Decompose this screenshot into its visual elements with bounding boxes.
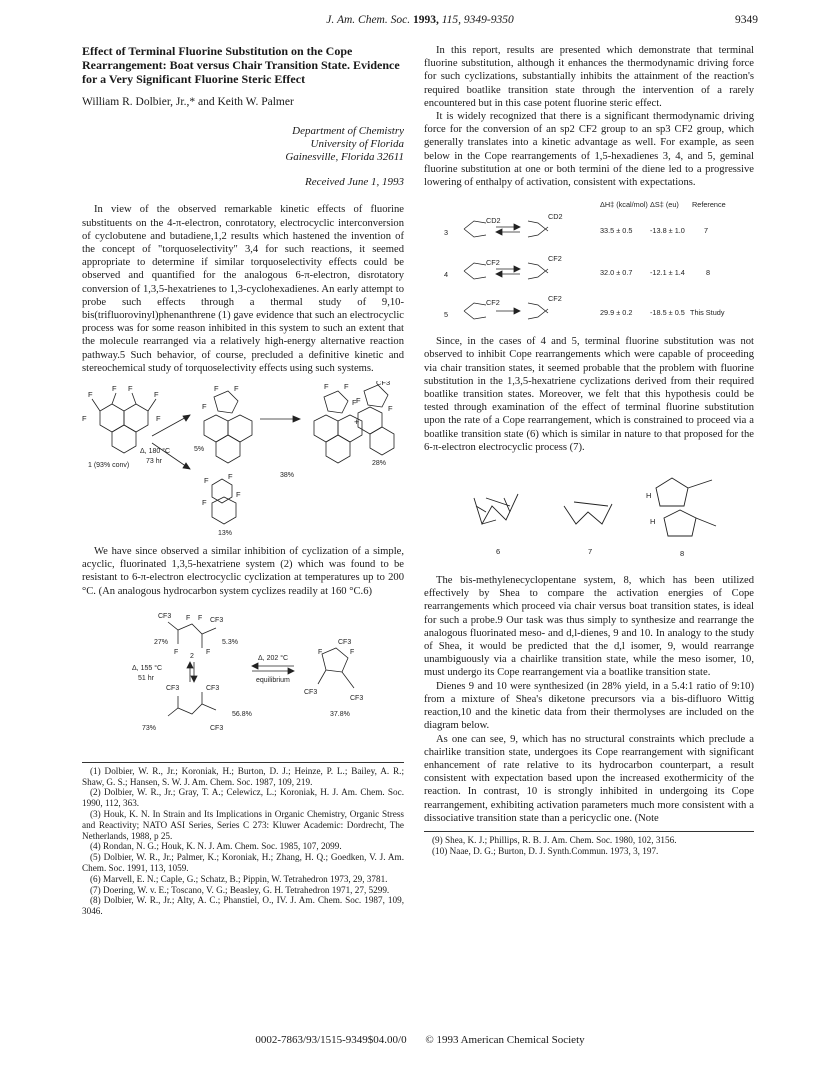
- plus-sign: +: [354, 417, 360, 428]
- fluorine-label: F: [350, 648, 355, 656]
- group-label: CF2: [548, 294, 562, 304]
- journal-volume-pages: 115, 9349-9350: [441, 14, 514, 26]
- structure-8-label: 8: [680, 549, 685, 559]
- activation-energy-table: [424, 195, 754, 327]
- received-date: Received June 1, 1993: [305, 176, 404, 189]
- fluorine-label: F: [234, 384, 239, 394]
- body-paragraph: We have since observed a similar inhibition of cyclization of a simple, acyclic, fluorinated 1,3,5-hexatriene system (2) which was found to be resistant to 6-π-electron electrocyclic cyclization at temperatures up to 200 °C. (An analogous hydrocarbon system cyclizes readily at 160 °C.6): [82, 546, 404, 597]
- equilibrium-label: equilibrium: [256, 676, 290, 684]
- reference-item: (2) Dolbier, W. R., Jr.; Gray, T. A.; Celewicz, L.; Koroniak, H. J. Am. Chem. Soc. 1990, 112, 363.: [82, 787, 404, 809]
- hydrogen-label: H: [646, 491, 652, 501]
- group-label: CF2: [486, 298, 500, 308]
- scheme-phenanthrene-drawing: [82, 381, 404, 541]
- affiliation-line: Department of Chemistry: [292, 125, 404, 138]
- fluorine-label: F: [344, 382, 349, 392]
- scheme-hexatriene-drawing: [82, 604, 404, 754]
- transition-state-drawing: [424, 458, 754, 568]
- dh-value: 29.9 ± 0.2: [600, 308, 633, 318]
- journal-name: J. Am. Chem. Soc.: [326, 14, 411, 26]
- cf3-label: CF3: [350, 694, 364, 702]
- ref-value: 8: [706, 268, 711, 278]
- compound-2-label: 2: [190, 652, 194, 660]
- cf3-label: CF3: [210, 724, 224, 732]
- body-paragraph: It is widely recognized that there is a significant thermodynamic driving force for the conversion of an sp2 CF2 group to an sp3 CF2 group, which generally translates into a kinetic advantage as well. For example, as seen below in the Cope rearrangements of 1,5-hexadienes 3, 4, and 5, geminal fluorine substitution at one or both termini of the diene led to a progressive lowering of enthalpy of activation, consistent with expectations.: [424, 111, 754, 189]
- ds-value: -18.5 ± 0.5: [650, 308, 685, 318]
- ref-value: This Study: [690, 308, 725, 318]
- cf3-label: CF3: [166, 684, 180, 692]
- reference-item: (3) Houk, K. N. In Strain and Its Implications in Organic Chemistry, Organic Stress and Reactivity; NATO ASI Series, Series C 273: Kluwer Academic: Dordrecht, The Netherlands, 1988, p 25.: [82, 809, 404, 841]
- yield-a: 5%: [194, 446, 205, 454]
- fluorine-label: F: [154, 390, 159, 400]
- reaction-time: 73 hr: [146, 458, 162, 466]
- fluorine-label: F: [352, 398, 357, 408]
- group-label: CD2: [548, 212, 563, 222]
- cf3-label: CF3: [158, 612, 172, 620]
- running-header: [82, 14, 758, 30]
- reference-item: (7) Doering, W. v. E.; Toscano, V. G.; Beasley, G. H. Tetrahedron 1971, 27, 5299.: [90, 884, 390, 895]
- body-paragraph: Dienes 9 and 10 were synthesized (in 28% yield, in a 5.4:1 ratio of 9:10) from a mixture of Shea's diketone precursors via a bis-difluoro Wittig reaction,10 and the kinetic data from their thermolyses are included on the diagram below.: [424, 680, 754, 732]
- column-head-ds: ΔS‡ (eu): [650, 200, 679, 210]
- compound-4-label: 4: [444, 270, 449, 280]
- reference-item: (4) Rondan, N. G.; Houk, K. N. J. Am. Chem. Soc. 1985, 107, 2099.: [90, 841, 342, 852]
- references-right: [424, 831, 754, 857]
- fluorine-label: F: [356, 396, 361, 406]
- fluorine-label: F: [204, 476, 209, 486]
- fluorine-label: F: [202, 498, 207, 508]
- dh-value: 33.5 ± 0.5: [600, 226, 633, 236]
- fluorine-label: F: [214, 384, 219, 394]
- body-paragraph: Since, in the cases of 4 and 5, terminal fluorine substitution was not observed to inhibit Cope rearrangements which were capable of proceeding via chair transition states, it seemed probable that the problem with fluorine substitution in the 1,3,5-hexatriene cyclizations derived from their required boatlike transition states. Moreover, we felt that this hypothesis could be tested through examination of the effect of terminal fluorine substitution upon the rate of a Cope rearrangement, which is constrained to proceed via a boatlike transition state (6) which is similar in nature to that proposed for the 6-π-electron electrocyclic process (7).: [424, 336, 754, 453]
- reference-item: (5) Dolbier, W. R., Jr.; Palmer, K.; Koroniak, H.; Zhang, H. Q.; Goedken, V. J. Am. Chem. Soc. 1991, 113, 1059.: [82, 852, 404, 874]
- body-paragraph: The bis-methylenecyclopentane system, 8, which has been utilized effectively by Shea to compare the activation energies of Cope rearrangements which proceed via chair versus boat transition states, is ideal for such a probe.9 Our task was thus simply to synthesize and rearrange the analogous fluorinated meso- and d,l-dienes, 9 and 10. In analogy to the study of Shea, it would be predicted that the d,l isomer, 9, would rearrange unambiguously via a chairlike transition state, while the meso isomer, 10, must undergo its Cope rearrangement via a boatlike transition state.: [424, 575, 754, 679]
- journal-year: 1993,: [412, 14, 439, 26]
- fluorine-label: F: [388, 404, 393, 414]
- scheme-hexatriene: [82, 604, 404, 754]
- pct-378: 37.8%: [330, 710, 350, 718]
- page-number: 9349: [735, 14, 758, 26]
- fluorine-label: F: [228, 472, 233, 482]
- yield-d: 13%: [218, 530, 233, 538]
- fluorine-label: F: [174, 648, 179, 656]
- scheme-phenanthrene: [82, 381, 404, 541]
- left-conditions-time: 51 hr: [138, 674, 154, 682]
- ds-value: -13.8 ± 1.0: [650, 226, 685, 236]
- fluorine-label: F: [318, 648, 323, 656]
- pct-27: 27%: [154, 638, 169, 646]
- page-footer: [82, 1034, 758, 1046]
- left-column: [82, 44, 404, 917]
- compound-5-label: 5: [444, 310, 449, 320]
- structure-6-label: 6: [496, 547, 501, 557]
- reference-item: (9) Shea, K. J.; Phillips, R. B. J. Am. Chem. Soc. 1980, 102, 3156.: [432, 834, 677, 845]
- compound-1-label: 1 (93% conv): [88, 462, 130, 470]
- group-label: CD2: [486, 216, 501, 226]
- fluorine-label: F: [324, 382, 329, 392]
- body-paragraph: In view of the observed remarkable kinetic effects of fluorine substituents on the 4-π-electron, conrotatory, electrocyclic interconversion of cyclobutene and butadiene,1,2 results which hastened the invention of the concept of "torquoselectivity" 3,4 for such reactions, it seemed appropriate to determine if similar torquoselectivity effects could be observed and quantified for the analogous 6-π-electron, disrotatory conversion of 1,3,5-hexatrienes to 1,3-cyclohexadienes. An early attempt to probe such effects through a thermal study of 9,10-bis(trifluorovinyl)phenanthrene (1) gave evidence that such an electrocyclic process was for some reason inhibited in this system to such an extent that the molecule rearranged via a relatively high-energy alternative reaction pathway.5 Such behavior, of course, precluded a definitive kinetic and stereochemical study of torquoselectivity effects using such systems.: [82, 204, 404, 374]
- cf3-label: CF3: [206, 684, 220, 692]
- fluorine-label: F: [156, 414, 161, 424]
- compound-3-label: 3: [444, 228, 449, 238]
- pct-568: 56.8%: [232, 710, 252, 718]
- body-paragraph: As one can see, 9, which has no structural constraints which preclude a chairlike transition state, undergoes its Cope rearrangement with significant enhancement of rate relative to its hydrocarbon counterpart, a result consistent with expectation based upon the increased exothermicity of the reaction. In contrast, 10 is strongly inhibited in undergoing its Cope rearrangement, exhibiting activation parameters much more consistent with a dissociative transition state than a pericyclic one. (Note: [424, 733, 754, 824]
- transition-state-figure: [424, 458, 754, 568]
- column-head-dh: ΔH‡ (kcal/mol): [600, 200, 648, 210]
- yield-c: 28%: [372, 460, 387, 468]
- references-left: [82, 762, 404, 917]
- cf3-label: CF3: [210, 616, 224, 624]
- cf3-label: CF3: [376, 381, 391, 388]
- fluorine-label: F: [236, 490, 241, 500]
- group-label: CF2: [548, 254, 562, 264]
- hydrogen-label: H: [650, 517, 656, 527]
- article-title: Effect of Terminal Fluorine Substitution on the Cope Rearrangement: Boat versus Chair Transition State. Evidence for a Very Significant Fluorine Steric Effect: [82, 44, 400, 86]
- pct-73: 73%: [142, 724, 157, 732]
- fluorine-label: F: [202, 402, 207, 412]
- fluorine-label: F: [128, 384, 133, 394]
- fluorine-label: F: [82, 414, 87, 424]
- affiliation-line: Gainesville, Florida 32611: [285, 151, 404, 164]
- fluorine-label: F: [88, 390, 93, 400]
- fluorine-label: F: [198, 614, 203, 622]
- reaction-temp: Δ, 180 °C: [140, 448, 171, 456]
- copyright-code: 0002-7863/93/1515-9349$04.00/0: [255, 1034, 407, 1046]
- fluorine-label: F: [186, 614, 191, 622]
- right-column: [424, 44, 754, 857]
- journal-citation: [82, 14, 758, 26]
- dh-value: 32.0 ± 0.7: [600, 268, 633, 278]
- group-label: CF2: [486, 258, 500, 268]
- fluorine-label: F: [112, 384, 117, 394]
- activation-energy-drawing: [424, 195, 754, 327]
- affiliation: [82, 125, 404, 164]
- left-conditions-temp: Δ, 155 °C: [132, 664, 163, 672]
- structure-7-label: 7: [588, 547, 593, 557]
- affiliation-line: University of Florida: [310, 138, 404, 151]
- reference-item: (10) Naae, D. G.; Burton, D. J. Synth.Commun. 1973, 3, 197.: [432, 845, 659, 856]
- reference-item: (1) Dolbier, W. R., Jr.; Koroniak, H.; Burton, D. J.; Heinze, P. L.; Bailey, A. R.; Shaw, G. S.; Hansen, S. W. J. Am. Chem. Soc. 1987, 109, 219.: [82, 765, 404, 787]
- cf3-label: CF3: [338, 638, 352, 646]
- pct-53: 5.3%: [222, 638, 238, 646]
- yield-b: 38%: [280, 472, 295, 480]
- cf3-label: CF3: [304, 688, 318, 696]
- article-authors: William R. Dolbier, Jr.,* and Keith W. Palmer: [82, 96, 294, 108]
- reference-item: (8) Dolbier, W. R., Jr.; Alty, A. C.; Phanstiel, O., IV. J. Am. Chem. Soc. 1987, 109, 3046.: [82, 895, 404, 917]
- reference-item: (6) Marvell, E. N.; Caple, G.; Schatz, B.; Pippin, W. Tetrahedron 1973, 29, 3781.: [90, 873, 388, 884]
- body-paragraph: In this report, results are presented which demonstrate that terminal fluorine substitution, although it enhances the thermodynamic driving force for such cyclizations, substantially inhibits the attainment of the reaction's required boatlike transition state through the intervention of a rarely encountered but in this case potent fluorine steric effect.: [424, 45, 754, 109]
- ds-value: -12.1 ± 1.4: [650, 268, 685, 278]
- copyright-notice: © 1993 American Chemical Society: [425, 1034, 585, 1046]
- right-conditions-temp: Δ, 202 °C: [258, 654, 289, 662]
- ref-value: 7: [704, 226, 709, 236]
- fluorine-label: F: [206, 648, 211, 656]
- column-head-ref: Reference: [692, 200, 726, 210]
